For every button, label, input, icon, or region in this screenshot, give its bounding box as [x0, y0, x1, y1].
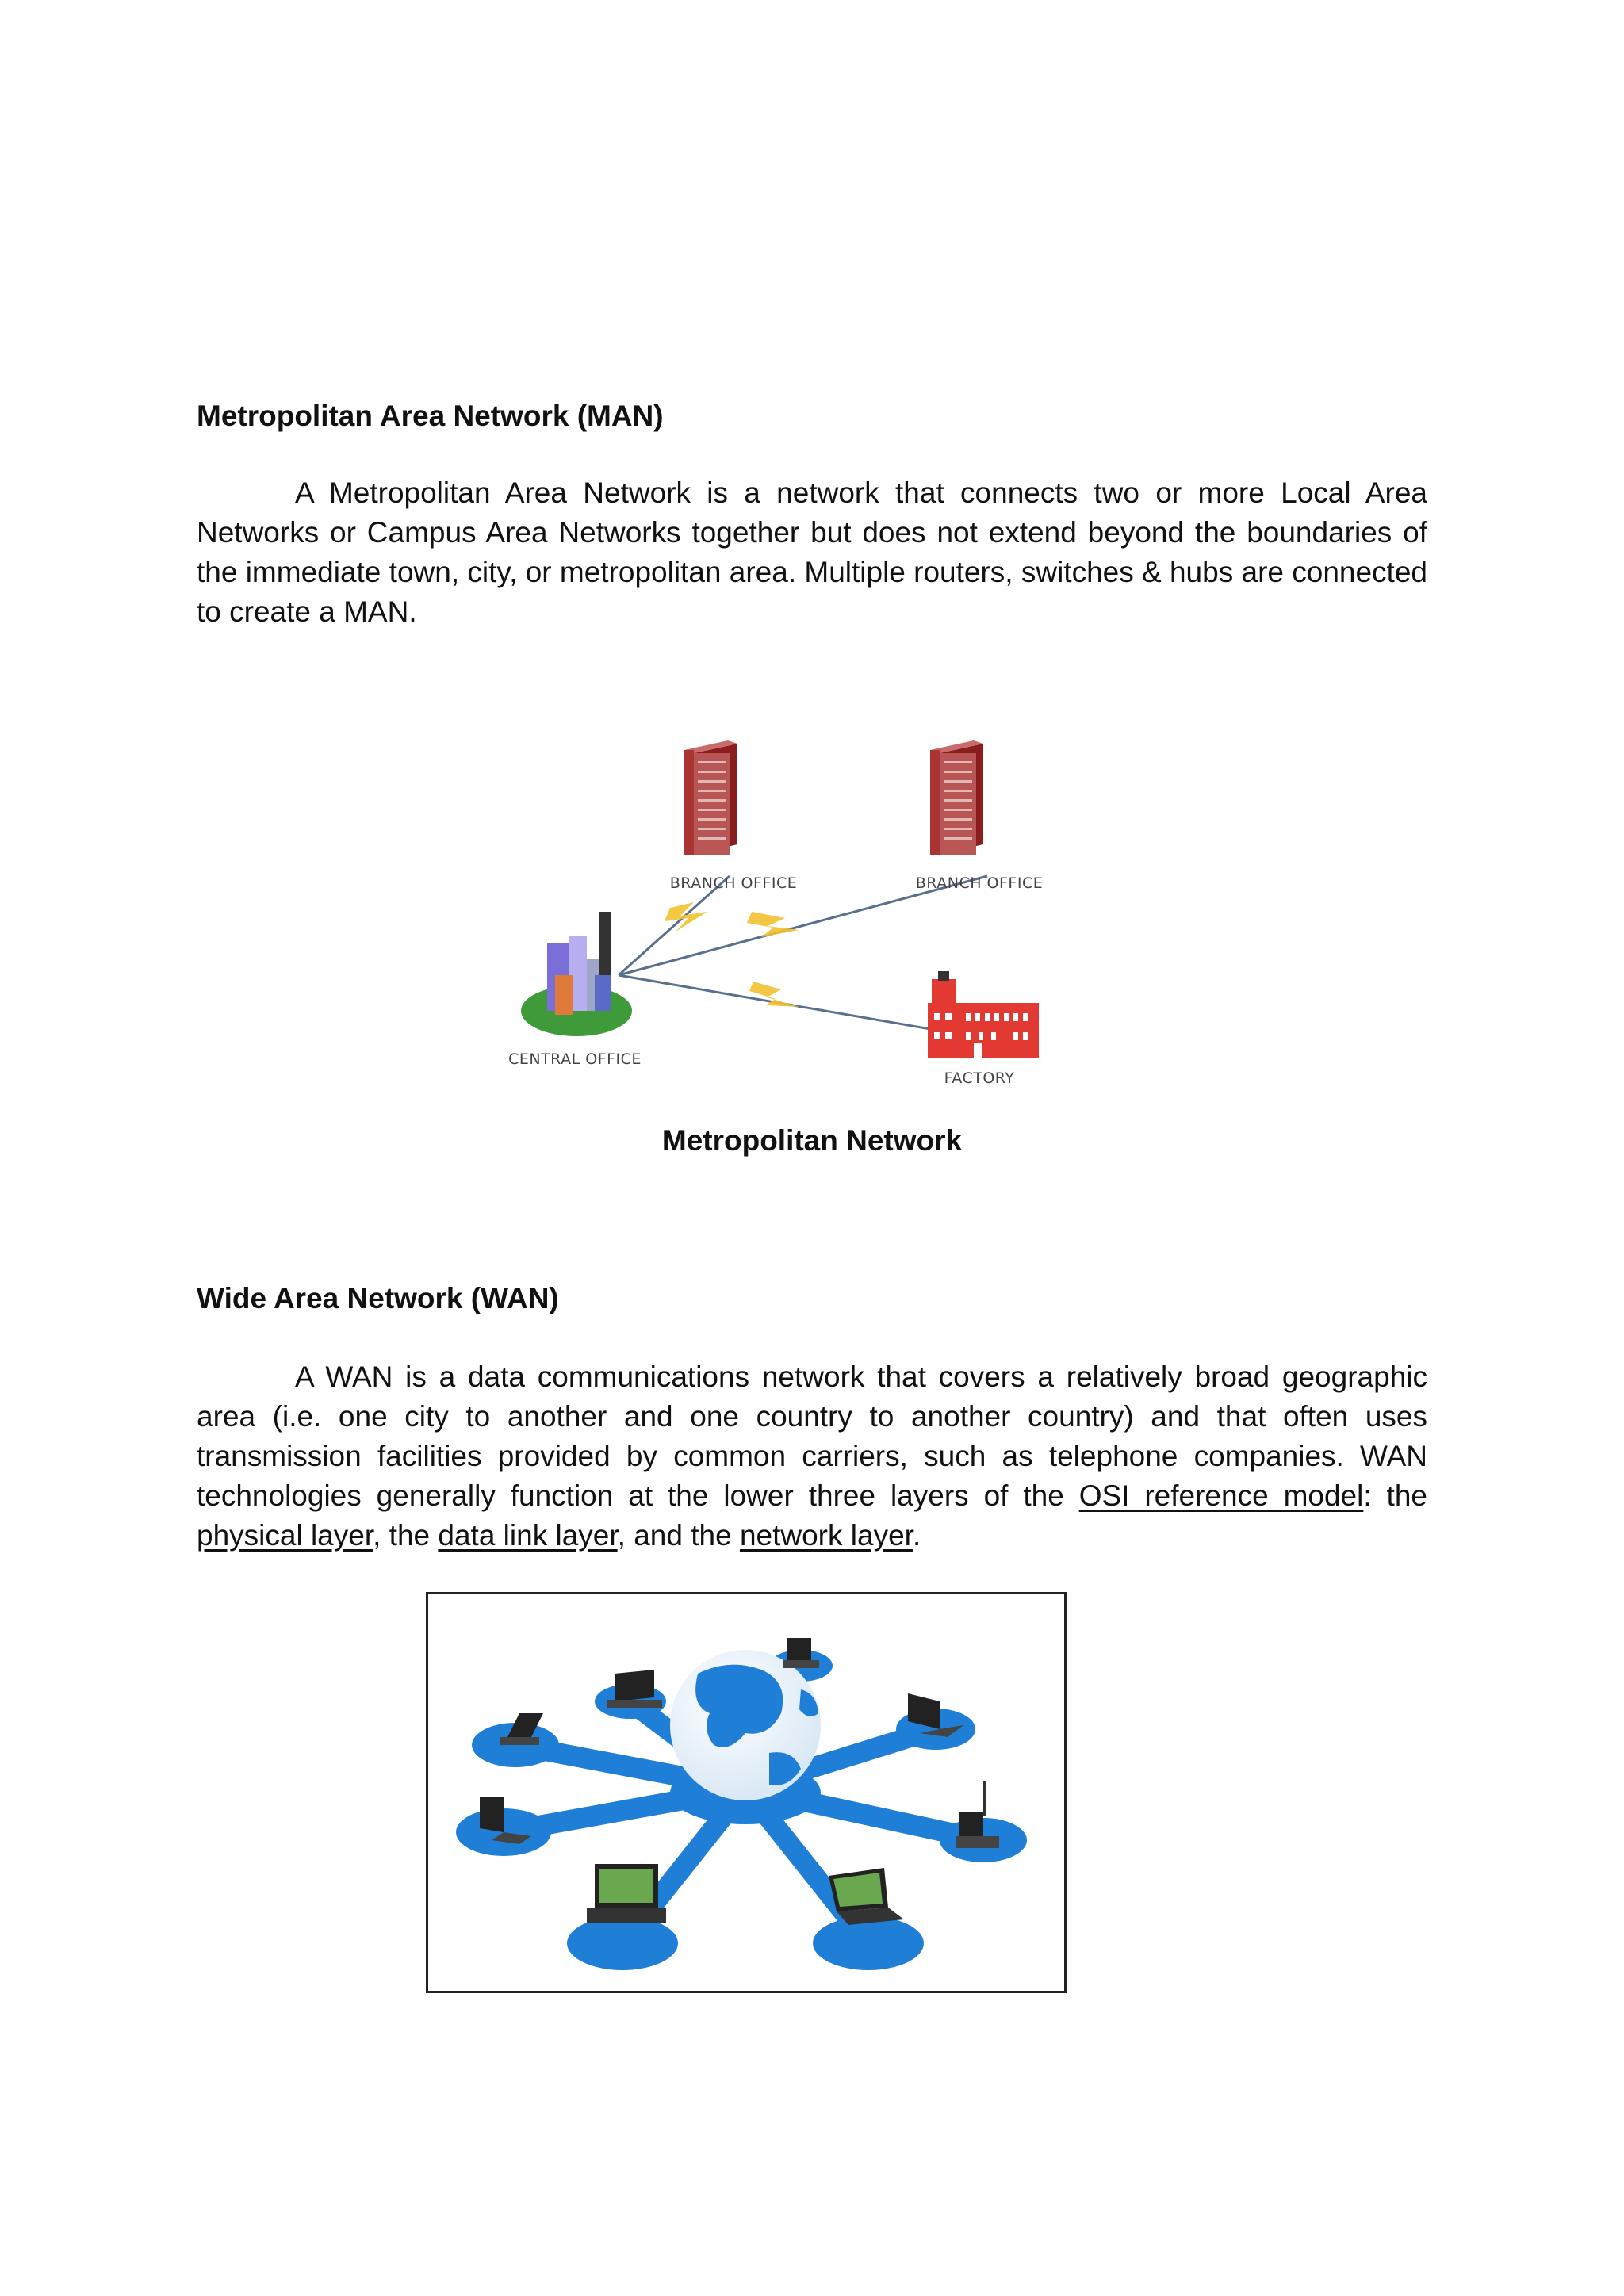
man-heading: Metropolitan Area Network (MAN)	[197, 400, 664, 432]
laptop-icon	[956, 1781, 999, 1848]
branch-office-building-icon	[930, 740, 983, 855]
wan-paragraph	[197, 1357, 1427, 1556]
wan-paragraph-text: .	[912, 1519, 921, 1552]
wan-paragraph-text: , and the	[617, 1519, 740, 1552]
data-link-layer-link[interactable]: data link layer	[438, 1519, 618, 1552]
physical-layer-link[interactable]: physical layer	[197, 1519, 373, 1552]
wan-paragraph-text: A WAN is a data communications network that covers a relatively broad geographic area (i.e. one city to another and one country to another country) and that often uses transmission facilities provided by common carriers, such as telephone companies. WAN technologies generally function at the lower three layers of the	[197, 1360, 1427, 1512]
wan-paragraph-text: : the	[1363, 1479, 1427, 1512]
man-paragraph: A Metropolitan Area Network is a network that connects two or more Local Area Networks or Campus Area Networks together but does not extend beyond the boundaries of the immediate town, city, or metropolitan area. Multiple routers, switches & hubs are connected to create a MAN.	[197, 476, 1427, 628]
wan-illustration-frame	[426, 1592, 1067, 1993]
wan-heading: Wide Area Network (WAN)	[197, 1282, 559, 1314]
wan-paragraph-text: , the	[373, 1519, 439, 1552]
osi-reference-model-link[interactable]: OSI reference model	[1078, 1479, 1364, 1512]
branch-office-label-1: BRANCH OFFICE	[669, 874, 798, 892]
central-office-city-icon	[521, 912, 632, 1036]
metropolitan-network-diagram	[500, 737, 1071, 1094]
factory-icon	[928, 971, 1039, 1058]
central-office-label: CENTRAL OFFICE	[508, 1050, 642, 1068]
lightning-icon	[665, 902, 799, 1007]
branch-office-label-2: BRANCH OFFICE	[915, 874, 1044, 892]
network-layer-link[interactable]: network layer	[739, 1519, 913, 1552]
globe-icon	[670, 1650, 821, 1800]
factory-label: FACTORY	[944, 1070, 1015, 1087]
wan-illustration	[428, 1594, 1064, 1991]
laptop-icon	[587, 1864, 666, 1923]
laptop-icon	[607, 1670, 662, 1708]
figure-caption: Metropolitan Network	[661, 1124, 963, 1157]
branch-office-building-icon	[684, 740, 737, 855]
